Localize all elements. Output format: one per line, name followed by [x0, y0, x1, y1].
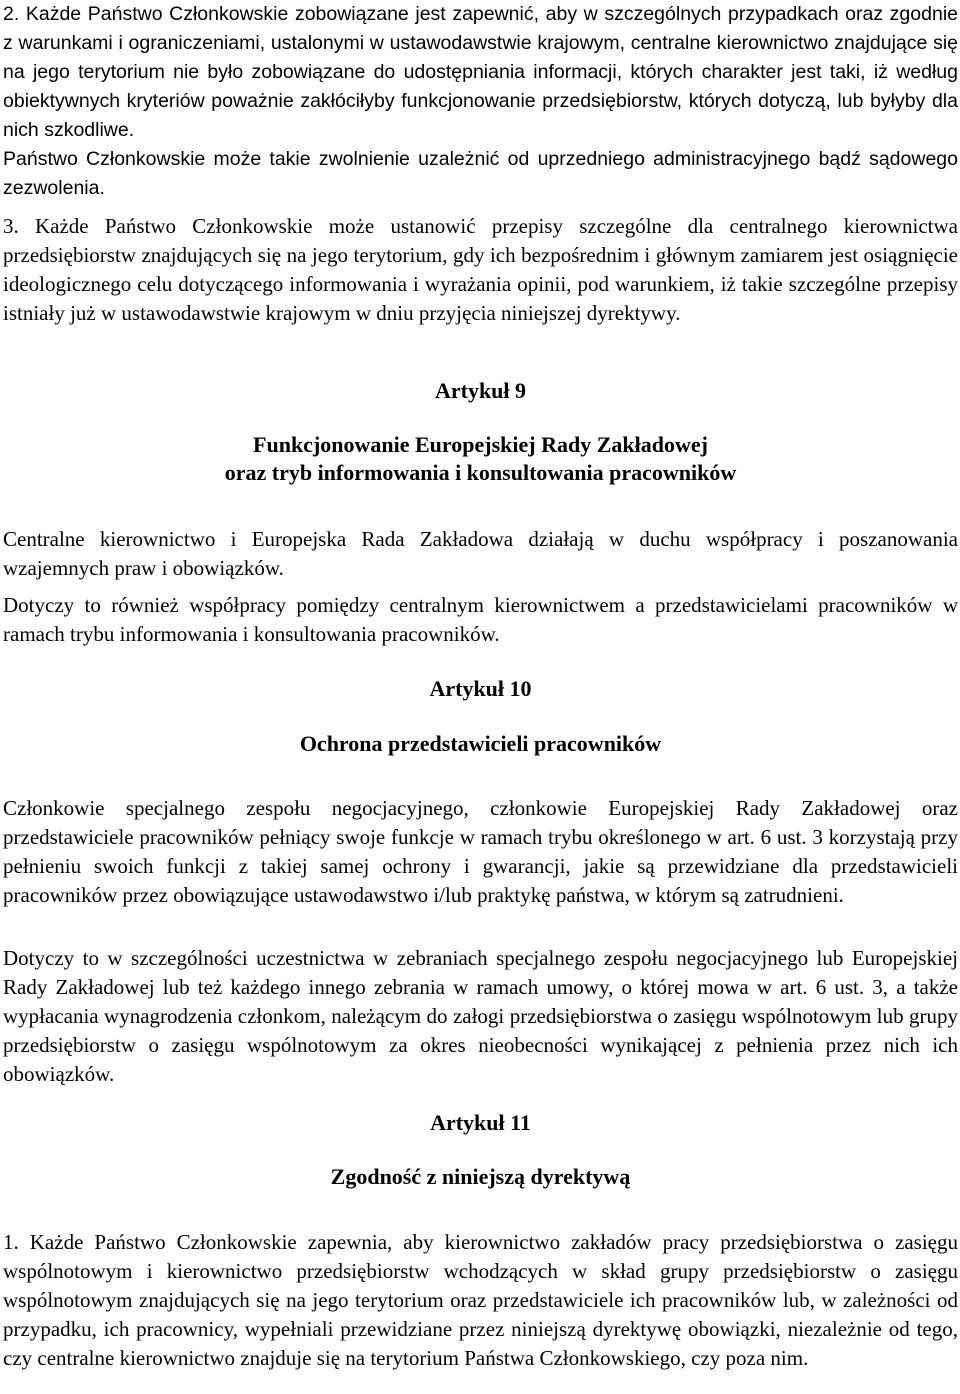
article-10-paragraph-1: Członkowie specjalnego zespołu negocjacyjnego, członkowie Europejskiej Rady Zakładowej oraz przedstawiciele pracowników pełniący swoje funkcje w ramach trybu określonego w art. 6 ust. 3 korzystają przy pełnieniu swoich funkcji z takiej samej ochrony i gwarancji, jakie są przewidziane dla przedstawicieli pracowników przez obowiązujące ustawodawstwo i/lub praktykę państwa, w którym są zatrudnieni. — [3, 796, 958, 907]
article-9-paragraph-2: Dotyczy to również współpracy pomiędzy centralnym kierownictwem a przedstawicielami pracowników w ramach trybu informowania i konsultowania pracowników. — [3, 593, 958, 646]
article-11-title: Artykuł 11 — [430, 1110, 531, 1135]
article-9-title: Artykuł 9 — [434, 378, 527, 403]
article-10-title: Artykuł 10 — [429, 676, 532, 701]
paragraph-2-exemption: Państwo Członkowskie może takie zwolnienie uzależnić od uprzedniego administracyjnego bądź sądowego zezwolenia. — [3, 148, 958, 199]
paragraph-2: 2. Każde Państwo Członkowskie zobowiązane jest zapewnić, aby w szczególnych przypadkach oraz zgodnie z warunkami i ograniczeniami, ustalonymi w ustawodawstwie krajowym, centralne kierownictwo znajdujące się na jego terytorium nie było zobowiązane do udostępniania informacji, których charakter jest taki, iż według obiektywnych kryteriów poważnie zakłóciłyby funkcjonowanie przedsiębiorstw, których dotyczą, lub byłyby dla nich szkodliwe. — [3, 3, 958, 141]
article-11-paragraph-1: 1. Każde Państwo Członkowskie zapewnia, aby kierownictwo zakładów pracy przedsiębiorstwa o zasięgu wspólnotowym i kierownictwo przedsiębiorstw wchodzących w skład grupy przedsiębiorstw o zasięgu wspólnotowym znajdujących się na jego terytorium oraz przedstawiciele ich pracowników lub, w zależności od przypadku, ich pracownicy, wypełniali przewidziane przez niniejszą dyrektywę obowiązki, niezależnie od tego, czy centralne kierownictwo znajduje się na terytorium Państwa Członkowskiego, czy poza nim. — [3, 1230, 958, 1370]
paragraph-3: 3. Każde Państwo Członkowskie może ustanowić przepisy szczególne dla centralnego kierownictwa przedsiębiorstw znajdujących się na jego terytorium, gdy ich bezpośrednim i głównym zamiarem jest osiągnięcie ideologicznego celu dotyczącego informowania i wyrażania opinii, pod warunkiem, iż takie szczególne przepisy istniały już w ustawodawstwie krajowym w dniu przyjęcia niniejszej dyrektywy. — [3, 214, 958, 325]
article-11-subtitle: Zgodność z niniejszą dyrektywą — [330, 1164, 631, 1189]
article-10-subtitle: Ochrona przedstawicieli pracowników — [299, 731, 662, 756]
article-9-subtitle-line2: oraz tryb informowania i konsultowania pracowników — [224, 460, 737, 485]
article-10-paragraph-2: Dotyczy to w szczególności uczestnictwa w zebraniach specjalnego zespołu negocjacyjnego lub Europejskiej Rady Zakładowej lub też każdego innego zebrania w ramach umowy, o której mowa w art. 6 ust. 3, a także wypłacania wynagrodzenia członkom, należącym do załogi przedsiębiorstwa o zasięgu wspólnotowym lub grupy przedsiębiorstw o zasięgu wspólnotowym za okres nieobecności wynikającej z pełnienia przez nich ich obowiązków. — [3, 946, 958, 1086]
article-9-subtitle-line1: Funkcjonowanie Europejskiej Rady Zakładowej — [253, 432, 708, 457]
article-9-paragraph-1: Centralne kierownictwo i Europejska Rada Zakładowa działają w duchu współpracy i poszanowania wzajemnych praw i obowiązków. — [3, 527, 958, 580]
